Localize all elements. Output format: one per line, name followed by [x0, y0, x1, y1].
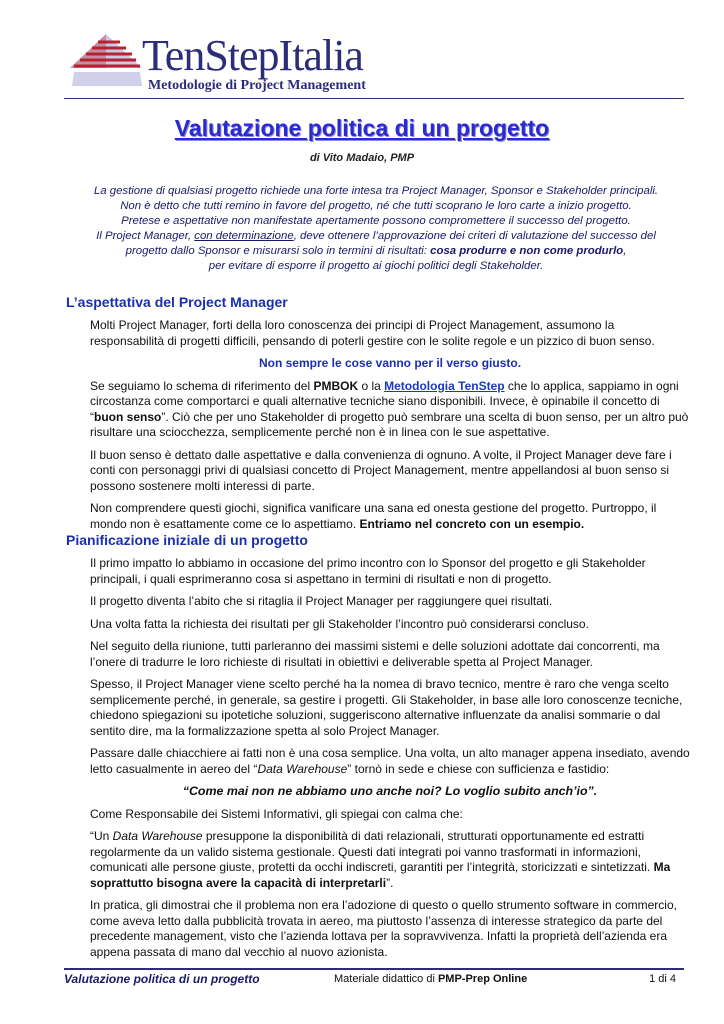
- footer-material: Materiale didattico di PMP-Prep Online: [334, 973, 528, 985]
- paragraph: Spesso, il Project Manager viene scelto perché ha la nomea di bravo tecnico, mentre è raro che venga scelto semplicemente perché, in generale, sa gestire i progetti. Gli Stakeholder, in base alle loro conoscenze tecniche, chiedono spiegazioni su ipotetiche soluzioni, suggeriscono alternative influenzate da analisi sommarie o dal sentito dire, ma la formalizzazione spetta al solo Project Manager.: [90, 677, 683, 738]
- paragraph: Come Responsabile dei Sistemi Informativi, gli spiegai con calma che:: [90, 806, 463, 821]
- section-expectation: [90, 318, 690, 539]
- footer-divider: [64, 968, 684, 970]
- paragraph: Passare dalle chiacchiere ai fatti non è una cosa semplice. Una volta, un alto manager appena insediato, avendo letto casualmente in aereo del “Data Warehouse” tornò in sede e chiese con sufficienza e fastidio:: [90, 746, 690, 776]
- paragraph: Il progetto diventa l’abito che si ritaglia il Project Manager per raggiungere quei risultati.: [90, 594, 553, 608]
- quote: “Come mai non ne abbiamo uno anche noi? Lo voglio subito anch’io”.: [182, 784, 598, 798]
- page-number: 1 di 4: [649, 973, 676, 985]
- paragraph: Il buon senso è dettato dalle aspettative e dalla convenienza di ognuno. A volte, il Project Manager deve fare i conti con personaggi privi di qualsiasi concetto di Project Management, mentre appellandosi al buon senso si possono sostenere molti interessi di parte.: [90, 447, 672, 493]
- brand-name: TenStepItalia: [142, 31, 363, 80]
- brand-tagline: Metodologie di Project Management: [148, 78, 366, 93]
- document-title: Valutazione politica di un progetto: [174, 115, 550, 141]
- section-heading-planning: Pianificazione iniziale di un progetto: [66, 532, 308, 548]
- header-divider: [64, 98, 684, 99]
- footer-title: Valutazione politica di un progetto: [64, 972, 260, 986]
- paragraph: Non comprendere questi giochi, significa vanificare una sana ed onesta gestione del progetto. Purtroppo, il mondo non è esattamente come ce lo aspettiamo. Entriamo nel concreto con un esempio.: [90, 501, 657, 531]
- paragraph: “Un Data Warehouse presuppone la disponibilità di dati relazionali, strutturati opportunamente ed estratti regolarmente da un valido sistema gestionale. Questi dati integrati poi vanno trasformati in informazioni, comunicati alle persone giuste, protetti da occhi indiscreti, garantiti per l’integrità, storicizzati e sintetizzati. Ma soprattutto bisogna avere la capacità di interpretarli”.: [90, 829, 671, 890]
- paragraph: Molti Project Manager, forti della loro conoscenza dei principi di Project Management, assumono la responsabilità di progetti difficili, pensando di poterli gestire con le solite regole e un pizzico di buon senso.: [90, 318, 655, 348]
- footer: [64, 972, 684, 990]
- tenstep-link[interactable]: Metodologia TenStep: [384, 378, 505, 393]
- paragraph: Nel seguito della riunione, tutti parleranno dei massimi sistemi e delle soluzioni adottate dai concorrenti, ma l’onere di tradurre le loro richieste di risultati in obiettivi e deliverable spetta al Project Manager.: [90, 639, 660, 669]
- section-planning: [90, 556, 690, 967]
- author-byline: di Vito Madaio, PMP: [309, 152, 415, 164]
- section-heading-expectation: L’aspettativa del Project Manager: [66, 294, 288, 310]
- paragraph: In pratica, gli dimostrai che il problema non era l’adozione di questo o quello strumento software in commercio, come aveva letto dalla pubblicità trovata in aereo, ma piuttosto l’assenza di interesse strategico da parte del precedente management, visto che l’azienda lottava per la sopravvivenza. Infatti la proprietà dell’azienda era appena passata di mano dal vecchio al nuovo azionista.: [90, 898, 677, 959]
- paragraph: Se seguiamo lo schema di riferimento del PMBOK o la Metodologia TenStep che lo applica, sappiamo in ogni circostanza come comportarci e quali alternative tecniche siano disponibili. Invece, è opinabile il concetto di “buon senso”. Ciò che per uno Stakeholder di progetto può sembrare una scelta di buon senso, per un altro può risultare una sciocchezza, semplicemente perché non è in linea con le sue aspettative.: [90, 378, 689, 439]
- paragraph: Una volta fatta la richiesta dei risultati per gli Stakeholder l’incontro può considerarsi concluso.: [90, 616, 589, 631]
- pyramid-logo-icon: [64, 28, 146, 94]
- paragraph: Il primo impatto lo abbiamo in occasione del primo incontro con lo Sponsor del progetto e gli Stakeholder principali, i quali esprimeranno cosa si aspettano in termini di risultati e non di progetto.: [90, 556, 646, 586]
- intro-abstract: La gestione di qualsiasi progetto richiede una forte intesa tra Project Manager, Sponsor e Stakeholder principali. Non è detto che tutti remino in favore del progetto, né che tutti scoprano le loro carte a inizio progetto. Pretese e aspettative non manifestate apertamente possono compromettere il successo del progetto. Il Project Manager, con determinazione, deve ottenere l’approvazione dei criteri di valutazione del successo del progetto dallo Sponsor e misurarsi solo in termini di risultati: cosa produrre e non come produrlo, per evitare di esporre il progetto ai giochi politici degli Stakeholder.: [93, 185, 659, 272]
- callout: Non sempre le cose vanno per il verso giusto.: [258, 356, 522, 370]
- header: [64, 28, 684, 98]
